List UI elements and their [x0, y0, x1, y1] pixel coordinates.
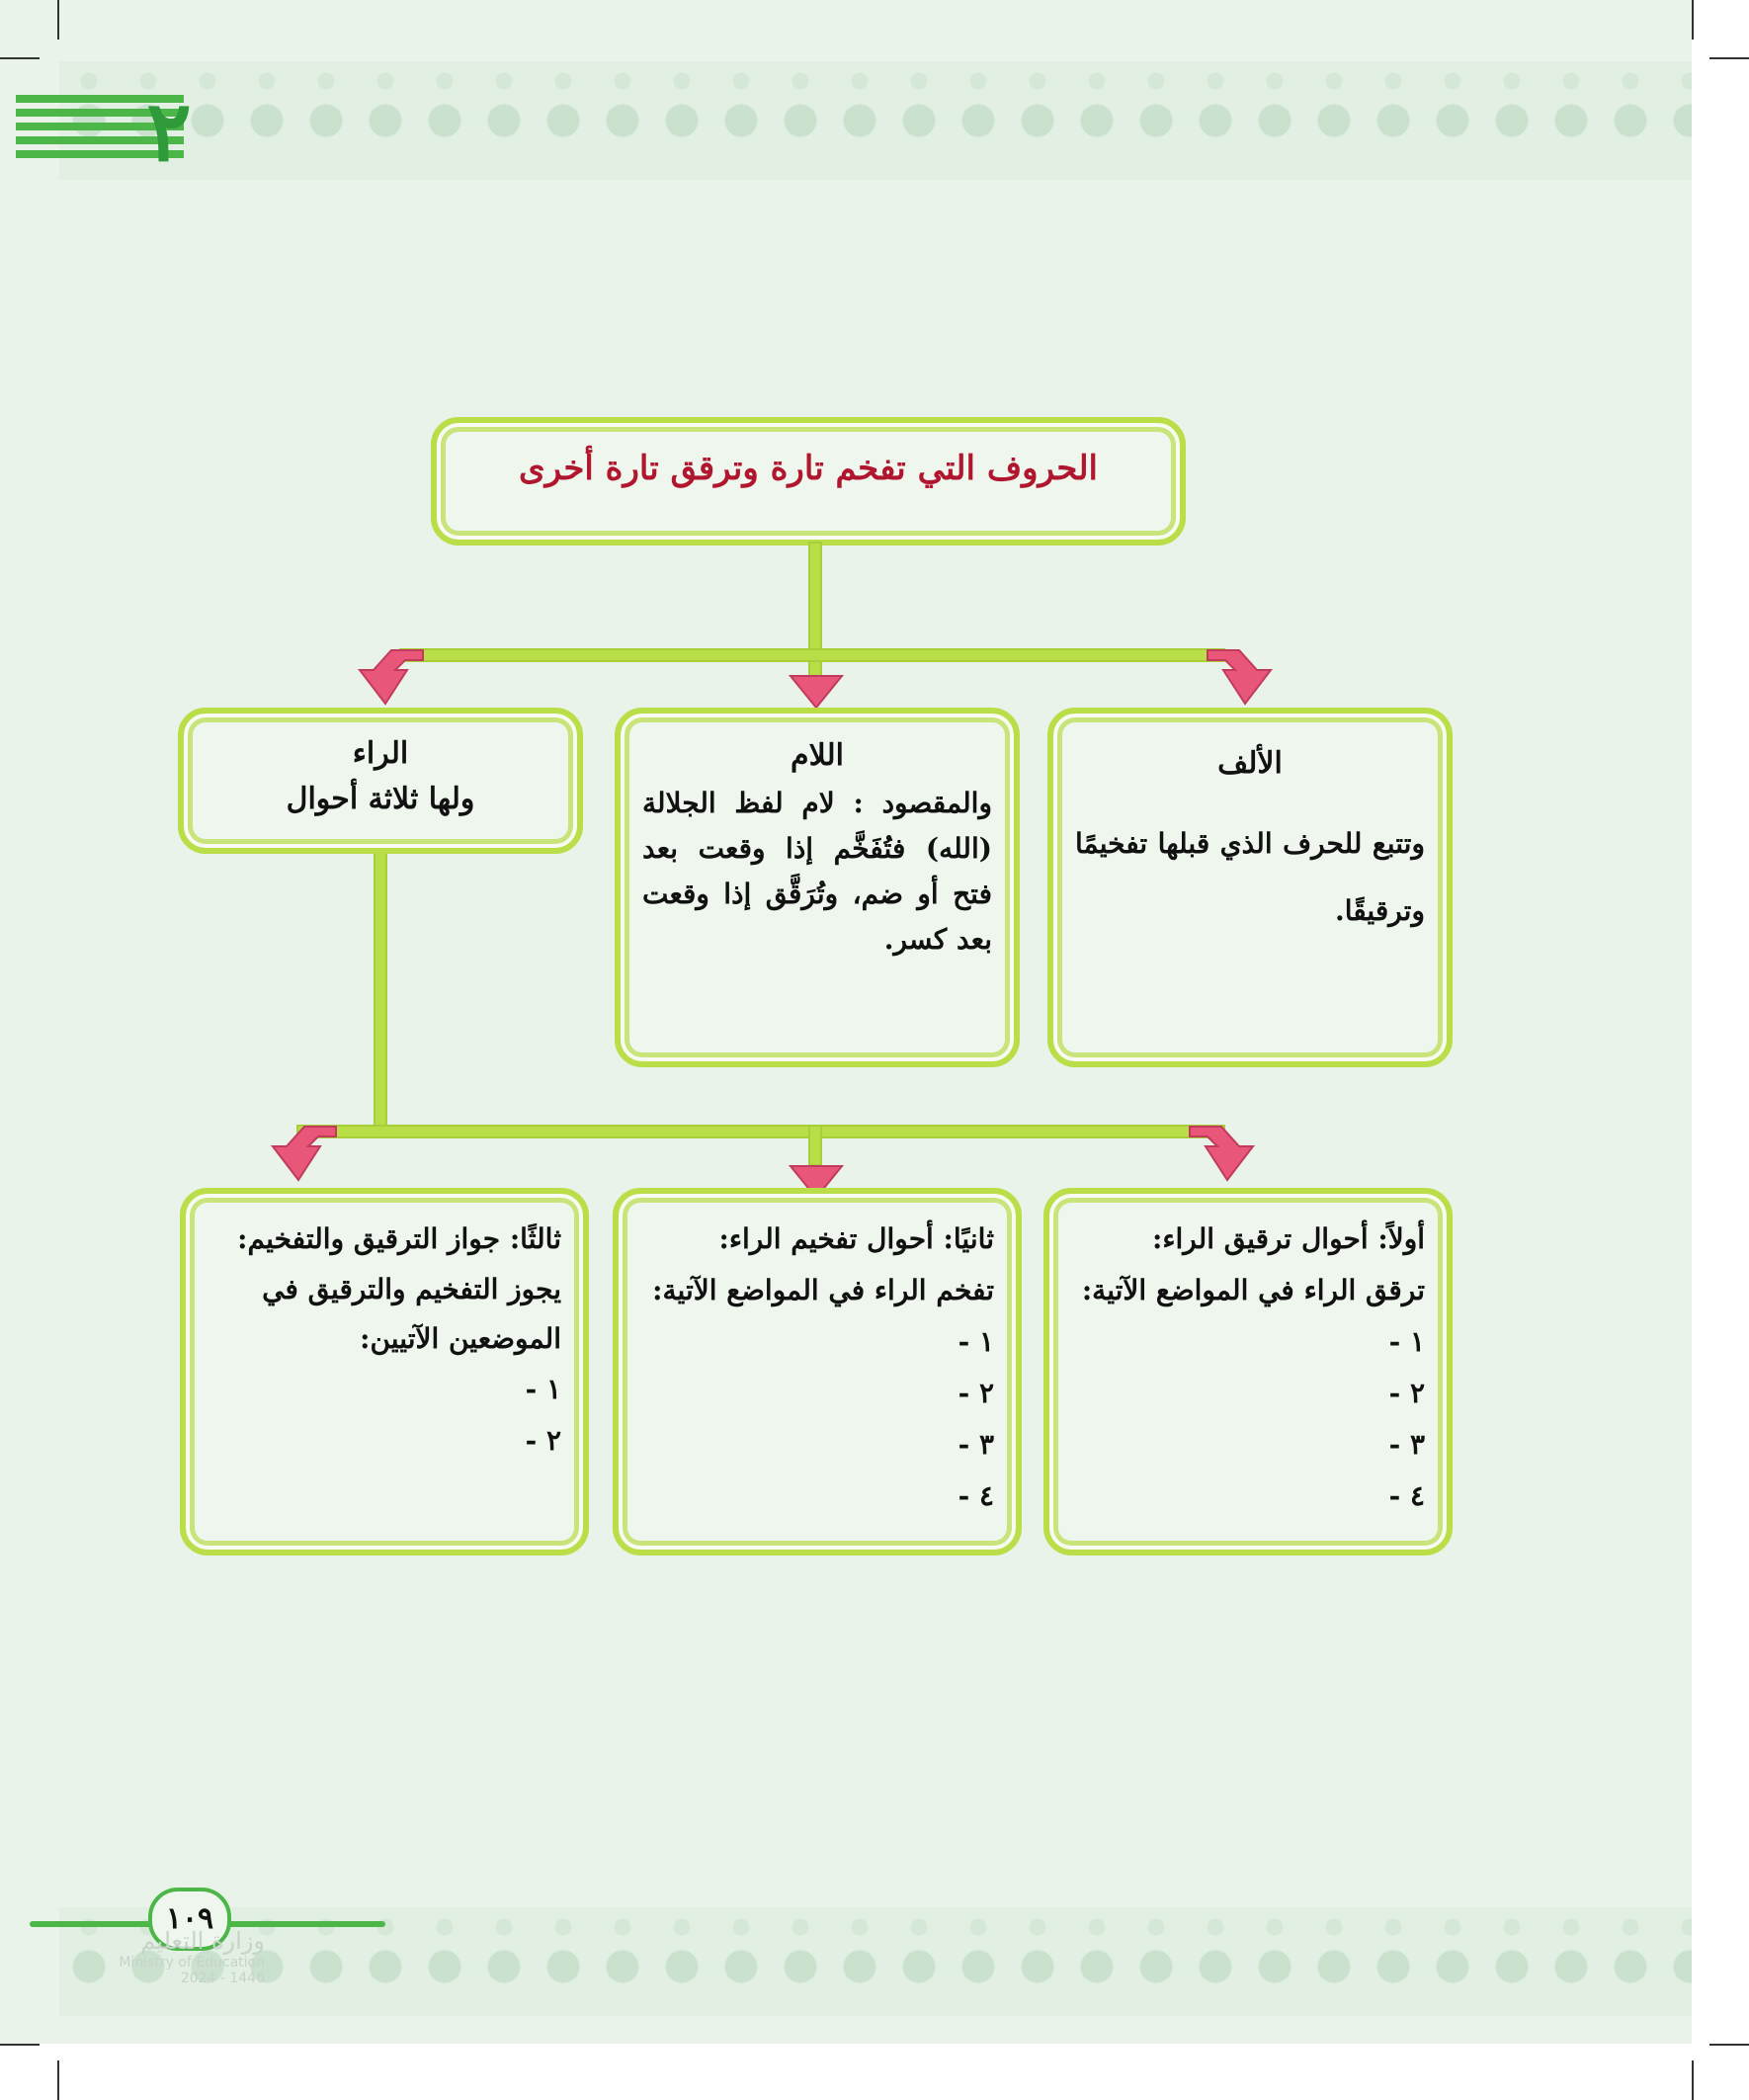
box-ra: [178, 708, 583, 854]
ministry-name-ar: وزارة التعليم: [140, 1927, 265, 1955]
crop-mark: [1709, 57, 1749, 59]
crop-mark: [1692, 0, 1694, 40]
connector-horizontal: [399, 648, 1225, 662]
box-ra-heading: الراء: [352, 736, 409, 771]
list-item: ٤ -: [1388, 1479, 1425, 1512]
edition-year: 2024 - 1446: [180, 1971, 265, 1986]
box-alif-heading: الألف: [1217, 746, 1283, 781]
list-item: ٣ -: [958, 1428, 994, 1461]
crop-mark: [0, 57, 40, 59]
box-ra-text: ولها ثلاثة أحوال: [286, 782, 475, 816]
box-second-case: [613, 1188, 1022, 1555]
list-item: ٢ -: [1388, 1377, 1425, 1409]
box-third-sub: يجوز التفخيم والترقيق في الموضعين الآتيين:: [262, 1273, 561, 1355]
crop-mark: [1692, 2060, 1694, 2100]
list-item: ٢ -: [958, 1377, 994, 1409]
list-item: ٣ -: [1388, 1428, 1425, 1461]
arrow-icon: [787, 672, 846, 712]
arrow-icon: [265, 1119, 344, 1188]
diagram-title: الحروف التي تفخم تارة وترقق تارة أخرى: [518, 449, 1099, 488]
ministry-logo: [97, 1927, 265, 1986]
connector-vertical: [374, 846, 387, 1134]
box-lam-heading: اللام: [791, 738, 844, 773]
box-third-heading: ثالثًا: جواز الترقيق والتفخيم:: [237, 1222, 561, 1255]
box-first-sub: ترقق الراء في المواضع الآتية:: [1081, 1274, 1425, 1306]
connector-vertical: [808, 1125, 822, 1166]
box-second-heading: ثانيًا: أحوال تفخيم الراء:: [718, 1222, 994, 1255]
connector-horizontal: [296, 1125, 1225, 1138]
box-alif: [1047, 708, 1453, 1067]
crop-mark: [57, 2060, 59, 2100]
box-first-heading: أولاً: أحوال ترقيق الراء:: [1152, 1222, 1425, 1255]
ornament-band-top: [59, 61, 1692, 180]
box-third-case: [180, 1188, 589, 1555]
list-item: ٢ -: [525, 1424, 561, 1457]
arrow-icon: [352, 642, 431, 712]
page-number: ١٠٩: [148, 1888, 231, 1951]
title-box: [431, 417, 1186, 546]
list-item: ١ -: [525, 1373, 561, 1405]
chapter-number: ٢: [146, 82, 192, 180]
arrow-icon: [1182, 1119, 1261, 1188]
arrow-icon: [1200, 642, 1279, 712]
box-alif-text: وتتبع للحرف الذي قبلها تفخيمًا وترقيقًا.: [1075, 827, 1425, 927]
box-lam: [615, 708, 1020, 1067]
ministry-name-en: Ministry of Education: [119, 1955, 265, 1971]
crop-mark: [1709, 2044, 1749, 2046]
list-item: ١ -: [1388, 1325, 1425, 1358]
crop-mark: [0, 2044, 40, 2046]
crop-mark: [57, 0, 59, 40]
list-item: ١ -: [958, 1325, 994, 1358]
box-lam-text: والمقصود : لام لفظ الجلالة (الله) فتُفَخَّم إذا وقعت بعد فتح أو ضم، وتُرَقَّق إذا وقعت بعد كسر.: [642, 787, 992, 956]
list-item: ٤ -: [958, 1479, 994, 1512]
box-second-sub: تفخم الراء في المواضع الآتية:: [652, 1274, 994, 1306]
box-first-case: [1043, 1188, 1453, 1555]
